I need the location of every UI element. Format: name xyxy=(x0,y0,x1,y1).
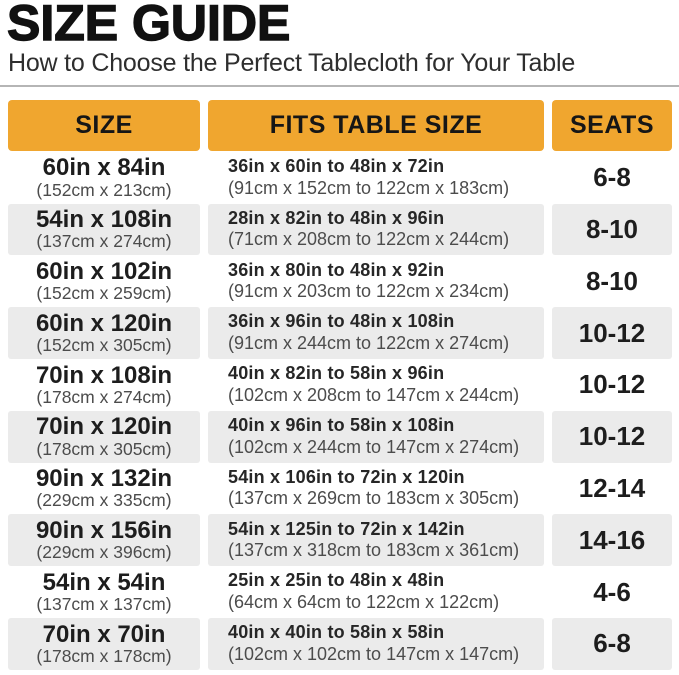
table-row-2-size-cell xyxy=(8,204,200,256)
size-inches: 70in x 70in xyxy=(42,620,166,648)
size-inches: 90in x 132in xyxy=(35,465,173,493)
table-row-3-fits-cell xyxy=(208,255,544,307)
size-centimeters: (229cm x 335cm) xyxy=(36,490,172,511)
table-row-5-seats-cell xyxy=(552,359,672,411)
fits-inches: 40in x 96in to 58in x 108in xyxy=(228,415,455,436)
size-inches: 60in x 102in xyxy=(35,258,173,286)
size-inches: 70in x 120in xyxy=(35,413,173,441)
size-inches: 70in x 108in xyxy=(35,361,173,389)
fits-inches: 54in x 106in to 72in x 120in xyxy=(228,466,465,487)
seats-count: 14-16 xyxy=(578,524,646,555)
size-centimeters: (152cm x 305cm) xyxy=(36,335,172,356)
divider-line xyxy=(0,85,679,87)
size-inches: 60in x 120in xyxy=(35,309,173,337)
table-row-1-fits-cell xyxy=(208,152,544,204)
table-row-2-fits-cell xyxy=(208,204,544,256)
seats-count: 8-10 xyxy=(585,265,639,296)
fits-inches: 54in x 125in to 72in x 142in xyxy=(228,518,465,539)
table-row-9-seats-cell xyxy=(552,566,672,618)
size-centimeters: (178cm x 274cm) xyxy=(36,386,172,407)
column-header-fits: FITS TABLE SIZE xyxy=(208,100,544,151)
table-row-10-seats-cell xyxy=(552,618,672,670)
fits-centimeters: (71cm x 208cm to 122cm x 244cm) xyxy=(228,229,510,250)
seats-count: 10-12 xyxy=(578,369,646,400)
table-row-6-fits-cell xyxy=(208,411,544,463)
column-header-seats: SEATS xyxy=(552,100,672,151)
table-row-7-fits-cell xyxy=(208,463,544,515)
table-row-8-size-cell xyxy=(8,514,200,566)
fits-centimeters: (137cm x 318cm to 183cm x 361cm) xyxy=(228,540,520,561)
size-centimeters: (152cm x 259cm) xyxy=(36,283,172,304)
size-inches: 60in x 84in xyxy=(42,154,166,182)
table-row-6-size-cell xyxy=(8,411,200,463)
fits-centimeters: (91cm x 152cm to 122cm x 183cm) xyxy=(228,177,510,198)
fits-centimeters: (137cm x 269cm to 183cm x 305cm) xyxy=(228,488,520,509)
size-guide-table xyxy=(8,100,672,670)
table-row-4-size-cell xyxy=(8,307,200,359)
size-centimeters: (137cm x 137cm) xyxy=(36,594,172,615)
table-row-7-seats-cell xyxy=(552,463,672,515)
table-row-5-fits-cell xyxy=(208,359,544,411)
table-row-8-seats-cell xyxy=(552,514,672,566)
fits-centimeters: (64cm x 64cm to 122cm x 122cm) xyxy=(228,592,500,613)
size-inches: 90in x 156in xyxy=(35,517,173,545)
seats-count: 6-8 xyxy=(593,162,631,193)
seats-count: 6-8 xyxy=(593,628,631,659)
size-inches: 54in x 108in xyxy=(35,206,173,234)
seats-count: 10-12 xyxy=(578,421,646,452)
table-row-10-fits-cell xyxy=(208,618,544,670)
fits-inches: 36in x 60in to 48in x 72in xyxy=(228,156,445,177)
size-centimeters: (178cm x 178cm) xyxy=(36,645,172,666)
fits-centimeters: (102cm x 102cm to 147cm x 147cm) xyxy=(228,643,520,664)
seats-count: 4-6 xyxy=(593,576,631,607)
table-row-8-fits-cell xyxy=(208,514,544,566)
fits-inches: 36in x 80in to 48in x 92in xyxy=(228,259,445,280)
fits-centimeters: (91cm x 244cm to 122cm x 274cm) xyxy=(228,333,510,354)
fits-inches: 40in x 82in to 58in x 96in xyxy=(228,363,445,384)
table-row-3-seats-cell xyxy=(552,255,672,307)
table-row-10-size-cell xyxy=(8,618,200,670)
table-row-7-size-cell xyxy=(8,463,200,515)
size-centimeters: (178cm x 305cm) xyxy=(36,438,172,459)
fits-centimeters: (102cm x 244cm to 147cm x 274cm) xyxy=(228,436,520,457)
size-centimeters: (137cm x 274cm) xyxy=(36,231,172,252)
fits-inches: 25in x 25in to 48in x 48in xyxy=(228,570,445,591)
table-row-2-seats-cell xyxy=(552,204,672,256)
fits-inches: 28in x 82in to 48in x 96in xyxy=(228,207,445,228)
seats-count: 10-12 xyxy=(578,317,646,348)
fits-inches: 40in x 40in to 58in x 58in xyxy=(228,622,445,643)
size-centimeters: (229cm x 396cm) xyxy=(36,542,172,563)
seats-count: 8-10 xyxy=(585,213,639,244)
table-row-6-seats-cell xyxy=(552,411,672,463)
table-row-5-size-cell xyxy=(8,359,200,411)
table-row-3-size-cell xyxy=(8,255,200,307)
table-row-9-fits-cell xyxy=(208,566,544,618)
seats-count: 12-14 xyxy=(578,472,646,503)
page-title: SIZE GUIDE xyxy=(7,0,291,51)
column-header-size: SIZE xyxy=(8,100,200,151)
table-row-1-size-cell xyxy=(8,152,200,204)
fits-centimeters: (102cm x 208cm to 147cm x 244cm) xyxy=(228,384,520,405)
table-row-9-size-cell xyxy=(8,566,200,618)
fits-centimeters: (91cm x 203cm to 122cm x 234cm) xyxy=(228,281,510,302)
size-inches: 54in x 54in xyxy=(42,568,166,596)
page-subtitle: How to Choose the Perfect Tablecloth for Your Table xyxy=(8,49,576,77)
table-row-1-seats-cell xyxy=(552,152,672,204)
table-row-4-seats-cell xyxy=(552,307,672,359)
fits-inches: 36in x 96in to 48in x 108in xyxy=(228,311,455,332)
table-row-4-fits-cell xyxy=(208,307,544,359)
size-centimeters: (152cm x 213cm) xyxy=(36,179,172,200)
